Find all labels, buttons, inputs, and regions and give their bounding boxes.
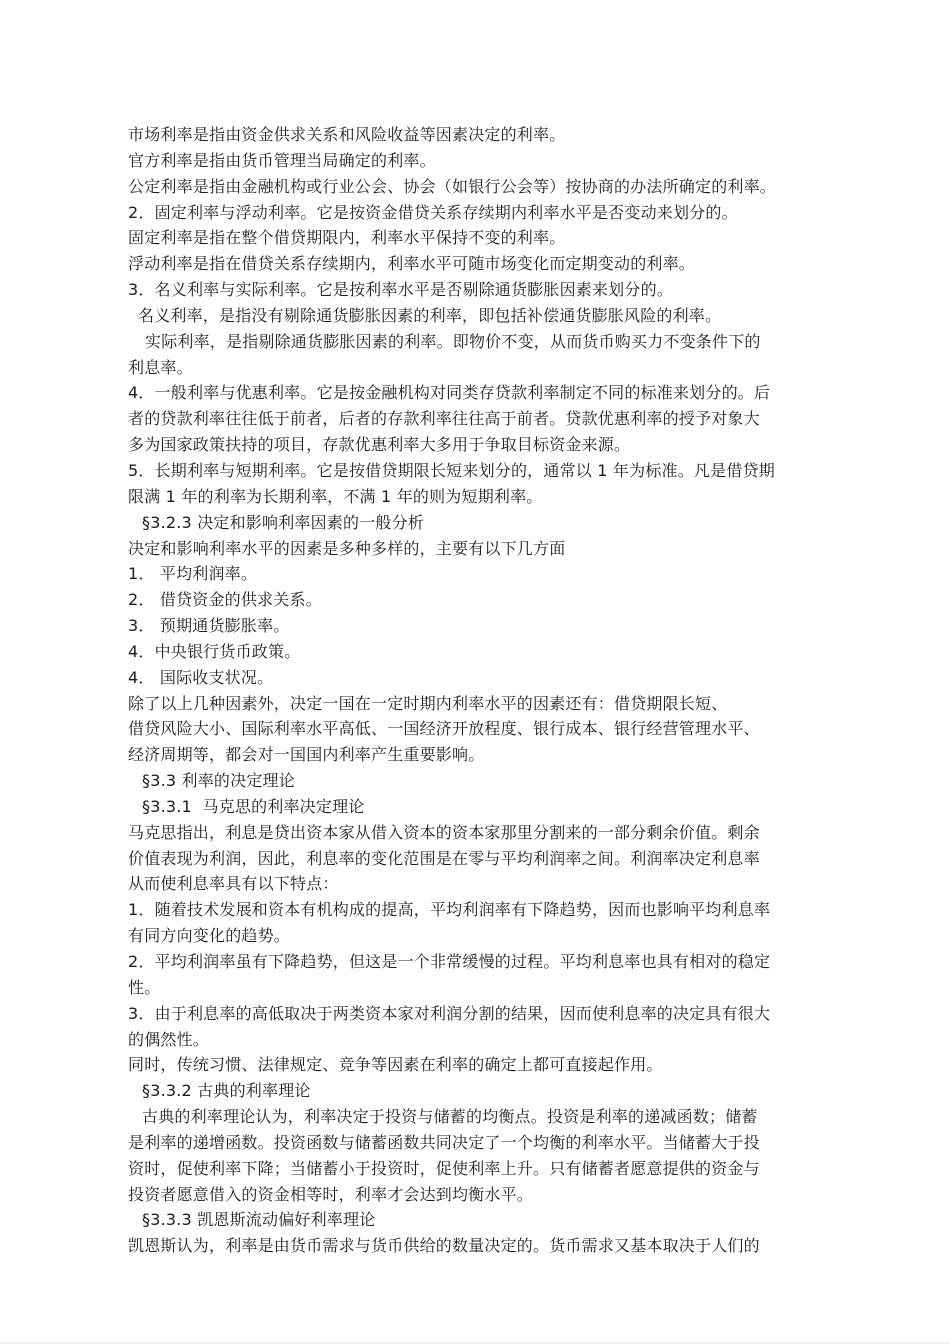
text-line: 名义利率，是指没有剔除通货膨胀因素的利率，即包括补偿通货膨胀风险的利率。 xyxy=(138,305,722,325)
text-line: 资时，促使利率下降；当储蓄小于投资时，促使利率上升。只有储蓄者愿意提供的资金与 xyxy=(128,1158,760,1178)
text-line: 3．名义利率与实际利率。它是按利率水平是否剔除通货膨胀因素来划分的。 xyxy=(128,280,673,300)
text-line: 投资者愿意借入的资金相等时，利率才会达到均衡水平。 xyxy=(128,1184,534,1204)
text-line: 同时，传统习惯、法律规定、竞争等因素在利率的确定上都可直接起作用。 xyxy=(128,1055,663,1075)
text-line: 浮动利率是指在借贷关系存续期内，利率水平可随市场变化而定期变动的利率。 xyxy=(128,254,696,274)
text-line: 2．平均利润率虽有下降趋势，但这是一个非常缓慢的过程。平均利息率也具有相对的稳定 xyxy=(128,952,771,971)
text-line: 市场利率是指由资金供求关系和风险收益等因素决定的利率。 xyxy=(128,125,566,144)
section-heading: §3.3.3 凯恩斯流动偏好利率理论 xyxy=(142,1210,376,1230)
text-line: 公定利率是指由金融机构或行业公会、协会（如银行公会等）按协商的办法所确定的利率。 xyxy=(128,176,777,196)
text-line: 除了以上几种因素外，决定一国在一定时期内利率水平的因素还有：借贷期限长短、 xyxy=(128,693,728,713)
text-line: 者的贷款利率往往低于前者，后者的存款利率往往高于前者。贷款优惠利率的授予对象大 xyxy=(128,409,760,429)
text-line: 4．一般利率与优惠利率。它是按金融机构对同类存贷款利率制定不同的标准来划分的。后 xyxy=(128,383,771,403)
text-line: 固定利率是指在整个借贷期限内，利率水平保持不变的利率。 xyxy=(128,228,566,248)
text-line: 凯恩斯认为，利率是由货币需求与货币供给的数量决定的。货币需求又基本取决于人们的 xyxy=(128,1236,760,1256)
text-line: 决定和影响利率水平的因素是多种多样的，主要有以下几方面 xyxy=(128,538,566,558)
text-line: 利息率。 xyxy=(128,357,193,377)
document-body xyxy=(128,122,828,1259)
text-line: 价值表现为利润，因此，利息率的变化范围是在零与平均利润率之间。利润率决定利息率 xyxy=(128,848,760,868)
section-heading: §3.3.1 马克思的利率决定理论 xyxy=(142,796,365,816)
text-line: 3．由于利息率的高低取决于两类资本家对利润分割的结果，因而使利息率的决定具有很大 xyxy=(128,1003,771,1023)
list-item: 4．中央银行货币政策。 xyxy=(128,641,301,661)
text-line: 是利率的递增函数。投资函数与储蓄函数共同决定了一个均衡的利率水平。当储蓄大于投 xyxy=(128,1132,760,1152)
text-line: 2．固定利率与浮动利率。它是按资金借贷关系存续期内利率水平是否变动来划分的。 xyxy=(128,202,738,222)
text-line: 官方利率是指由货币管理当局确定的利率。 xyxy=(128,150,436,170)
text-line: 借贷风险大小、国际利率水平高低、一国经济开放程度、银行成本、银行经营管理水平、 xyxy=(128,719,760,739)
list-item: 1． 平均利润率。 xyxy=(128,564,258,584)
section-heading: §3.3.2 古典的利率理论 xyxy=(142,1081,311,1101)
text-line: 5．长期利率与短期利率。它是按借贷期限长短来划分的，通常以 1 年为标准。凡是借贷期 xyxy=(128,460,775,480)
text-line: 实际利率，是指剔除通货膨胀因素的利率。即物价不变，从而货币购买力不变条件下的 xyxy=(145,331,761,351)
text-line: 性。 xyxy=(128,977,161,997)
list-item: 4． 国际收支状况。 xyxy=(128,667,274,687)
text-line: 从而使利息率具有以下特点： xyxy=(128,874,339,894)
list-item: 2． 借贷资金的供求关系。 xyxy=(128,590,322,610)
text-line: 古典的利率理论认为，利率决定于投资与储蓄的均衡点。投资是利率的递减函数；储蓄 xyxy=(142,1107,758,1127)
text-line: 限满 1 年的利率为长期利率，不满 1 年的则为短期利率。 xyxy=(128,486,543,506)
text-line: 马克思指出，利息是贷出资本家从借入资本的资本家那里分割来的一部分剩余价值。剩余 xyxy=(128,822,760,842)
text-line: 经济周期等，都会对一国国内利率产生重要影响。 xyxy=(128,745,485,765)
section-heading: §3.3 利率的决定理论 xyxy=(142,771,295,791)
text-line: 多为国家政策扶持的项目，存款优惠利率大多用于争取目标资金来源。 xyxy=(128,435,631,455)
list-item: 3． 预期通货膨胀率。 xyxy=(128,616,290,636)
text-line: 1．随着技术发展和资本有机构成的提高，平均利润率有下降趋势，因而也影响平均利息率 xyxy=(128,900,771,920)
text-line: 的偶然性。 xyxy=(128,1029,210,1049)
text-line: 有同方向变化的趋势。 xyxy=(128,926,291,946)
section-heading: §3.2.3 决定和影响利率因素的一般分析 xyxy=(142,512,424,532)
